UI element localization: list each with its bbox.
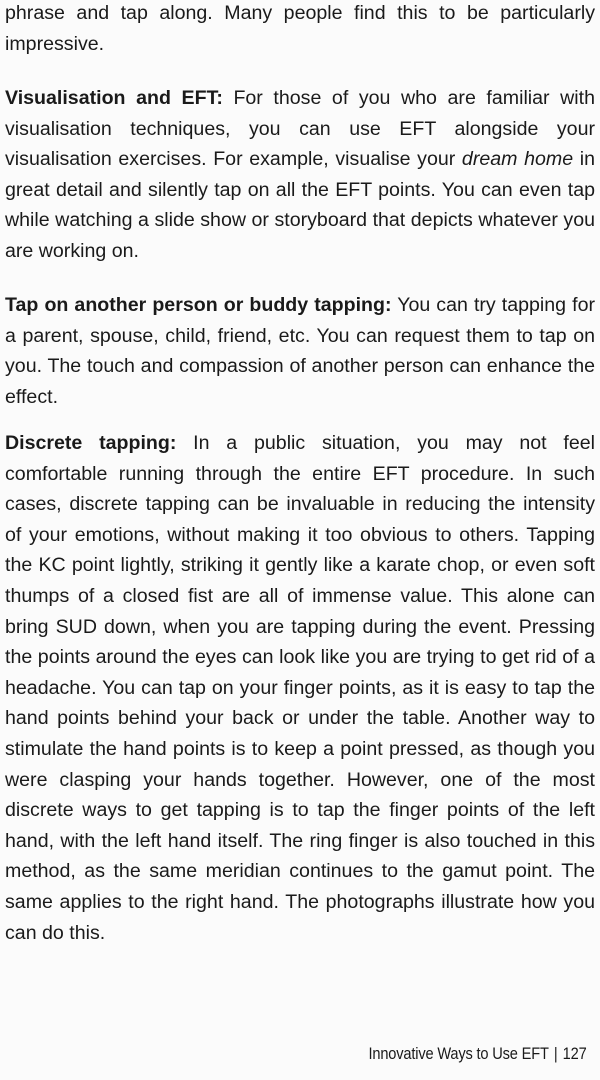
paragraph-visualisation-text-after: in great detail and silently tap on all the EFT points. You can even tap while watching a slide show or storyboard that depicts whatever you are working on. xyxy=(5,148,596,262)
footer-separator: | xyxy=(554,1044,558,1063)
page-footer xyxy=(369,1044,587,1064)
paragraph-buddy-heading: Tap on another person or buddy tapping: xyxy=(5,294,392,316)
book-page xyxy=(5,0,595,1080)
page-number: 127 xyxy=(563,1044,587,1063)
paragraph-visualisation-heading: Visualisation and EFT: xyxy=(5,87,223,109)
paragraph-buddy-text: You can try tapping for a parent, spouse, child, friend, etc. You can request them to tap on you. The touch and compassion of another person can enhance the effect. xyxy=(5,294,595,408)
paragraph-intro-text: phrase and tap along. Many people find this to be particularly impressive. xyxy=(5,2,595,55)
paragraph-discrete-text: In a public situation, you may not feel comfortable running through the entire EFT procedure. In such cases, discrete tapping can be invaluable in reducing the intensity of your emotions, without making it too obvious to others. Tapping the KC point lightly, striking it gently like a karate chop, or even soft thumps of a closed fist are all of immense value. This alone can bring SUD down, when you are tapping during the event. Pressing the points around the eyes can look like you are trying to get rid of a headache. You can tap on your finger points, as it is easy to tap the hand points behind your back or under the table. Another way to stimulate the hand points is to keep a point pressed, as though you were clasping your hands together. However, one of the most discrete ways to get tapping is to tap the finger points of the left hand, with the left hand itself. The ring finger is also touched in this method, as the same meridian continues to the gamut point. The same applies to the right hand. The photographs illustrate how you can do this. xyxy=(5,432,595,944)
paragraph-discrete-tapping xyxy=(5,428,595,948)
footer-book-title: Innovative Ways to Use EFT xyxy=(368,1044,550,1063)
paragraph-discrete-heading: Discrete tapping: xyxy=(5,432,177,454)
paragraph-visualisation-text-before: For those of you who are familiar with visualisation techniques, you can use EFT alongside your visualisation exercises. For example, visualise your xyxy=(5,87,595,171)
paragraph-intro xyxy=(5,0,595,59)
paragraph-visualisation xyxy=(5,83,595,267)
paragraph-buddy-tapping xyxy=(5,290,595,412)
paragraph-visualisation-italic: dream home xyxy=(461,148,574,171)
